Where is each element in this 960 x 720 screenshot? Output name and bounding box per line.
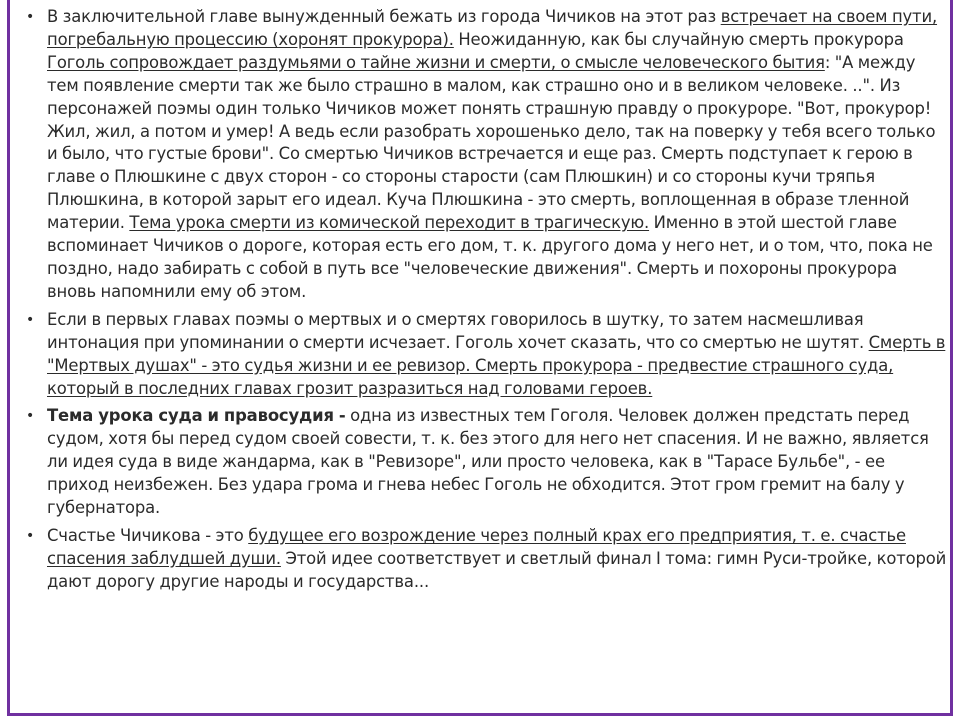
bullet-icon: • <box>26 408 35 425</box>
underlined-segment: Тема урока смерти из комической переходит в трагическую. <box>129 213 650 233</box>
text-segment: Счастье Чичикова - это <box>47 525 249 545</box>
underlined-segment: встречает на своем пути, погребальную процессию (хоронят прокурора). <box>47 7 938 49</box>
text-segment: Этой идее соответствует и светлый финал I тома: гимн Руси-тройке, которой дают дорогу другие народы и государства... <box>47 548 947 591</box>
text-segment: Именно в этой шестой главе вспоминает Чичиков о дороге, которая есть его дом, т. к. другого дома у него нет, и о том, что, пока не поздно, надо забирать с собой в путь все "человеческие движения". Смерть и похороны прокурора вновь напомнили ему об этом. <box>47 213 933 301</box>
bullet-paragraph-1 <box>26 6 950 304</box>
text-segment: Если в первых главах поэмы о мертвых и о смертях говорилось в шутку, то затем насмешливая интонация при упоминании о смерти исчезает. Гоголь хочет сказать, что со смертью не шутят. <box>47 309 869 352</box>
underlined-segment: Гоголь сопровождает раздумьями о тайне жизни и смерти, о смысле человеческого бытия <box>47 52 825 72</box>
bullet-paragraph-4 <box>26 525 950 594</box>
text-segment: одна из известных тем Гоголя. Человек должен предстать перед судом, хотя бы перед судом своей совести, т. к. без этого для него нет спасения. И не важно, является ли идея суда в виде жандарма, как в "Ревизоре", или просто человека, как в "Тарасе Бульбе", - ее приход неизбежен. Без удара грома и гнева небес Гоголь не обходится. Этот гром гремит на балу у губернатора. <box>47 406 929 518</box>
bullet-icon: • <box>26 311 35 328</box>
underlined-segment: Смерть в "Мертвых душах" - это судья жизни и ее ревизор. Смерть прокурора - предвестие страшного суда, который в последних главах грозит разразиться над головами героев. <box>47 332 946 398</box>
underlined-segment: будущее его возрождение через полный крах его предприятия, т. е. счастье спасения заблудшей души. <box>47 525 906 568</box>
bold-segment: Тема урока суда и правосудия - <box>47 406 346 426</box>
text-segment: Неожиданную, как бы случайную смерть прокурора <box>453 29 904 49</box>
bullet-paragraph-3 <box>26 405 950 520</box>
slide-body <box>26 6 950 599</box>
bullet-icon: • <box>26 9 35 25</box>
bullet-paragraph-2 <box>26 309 950 401</box>
text-segment: : "А между тем появление смерти так же было страшно в малом, как страшно оно и в великом человеке. ..". Из персонажей поэмы один только Чичиков может понять страшную правду о прокуроре. "Вот, прокурор! Жил, жил, а потом и умер! А ведь если разобрать хорошенько дело, так на поверку у тебя всего только и было, что густые брови". Со смертью Чичиков встречается и еще раз. Смерть подступает к герою в главе о Плюшкине с двух сторон - со стороны старости (сам Плюшкин) и со стороны кучи тряпья Плюшкина, в которой зарыт его идеал. Куча Плюшкина - это смерть, воплощенная в образе тленной материи. <box>47 52 936 233</box>
text-segment: В заключительной главе вынужденный бежать из города Чичиков на этот раз <box>47 7 721 26</box>
bullet-icon: • <box>26 527 35 544</box>
